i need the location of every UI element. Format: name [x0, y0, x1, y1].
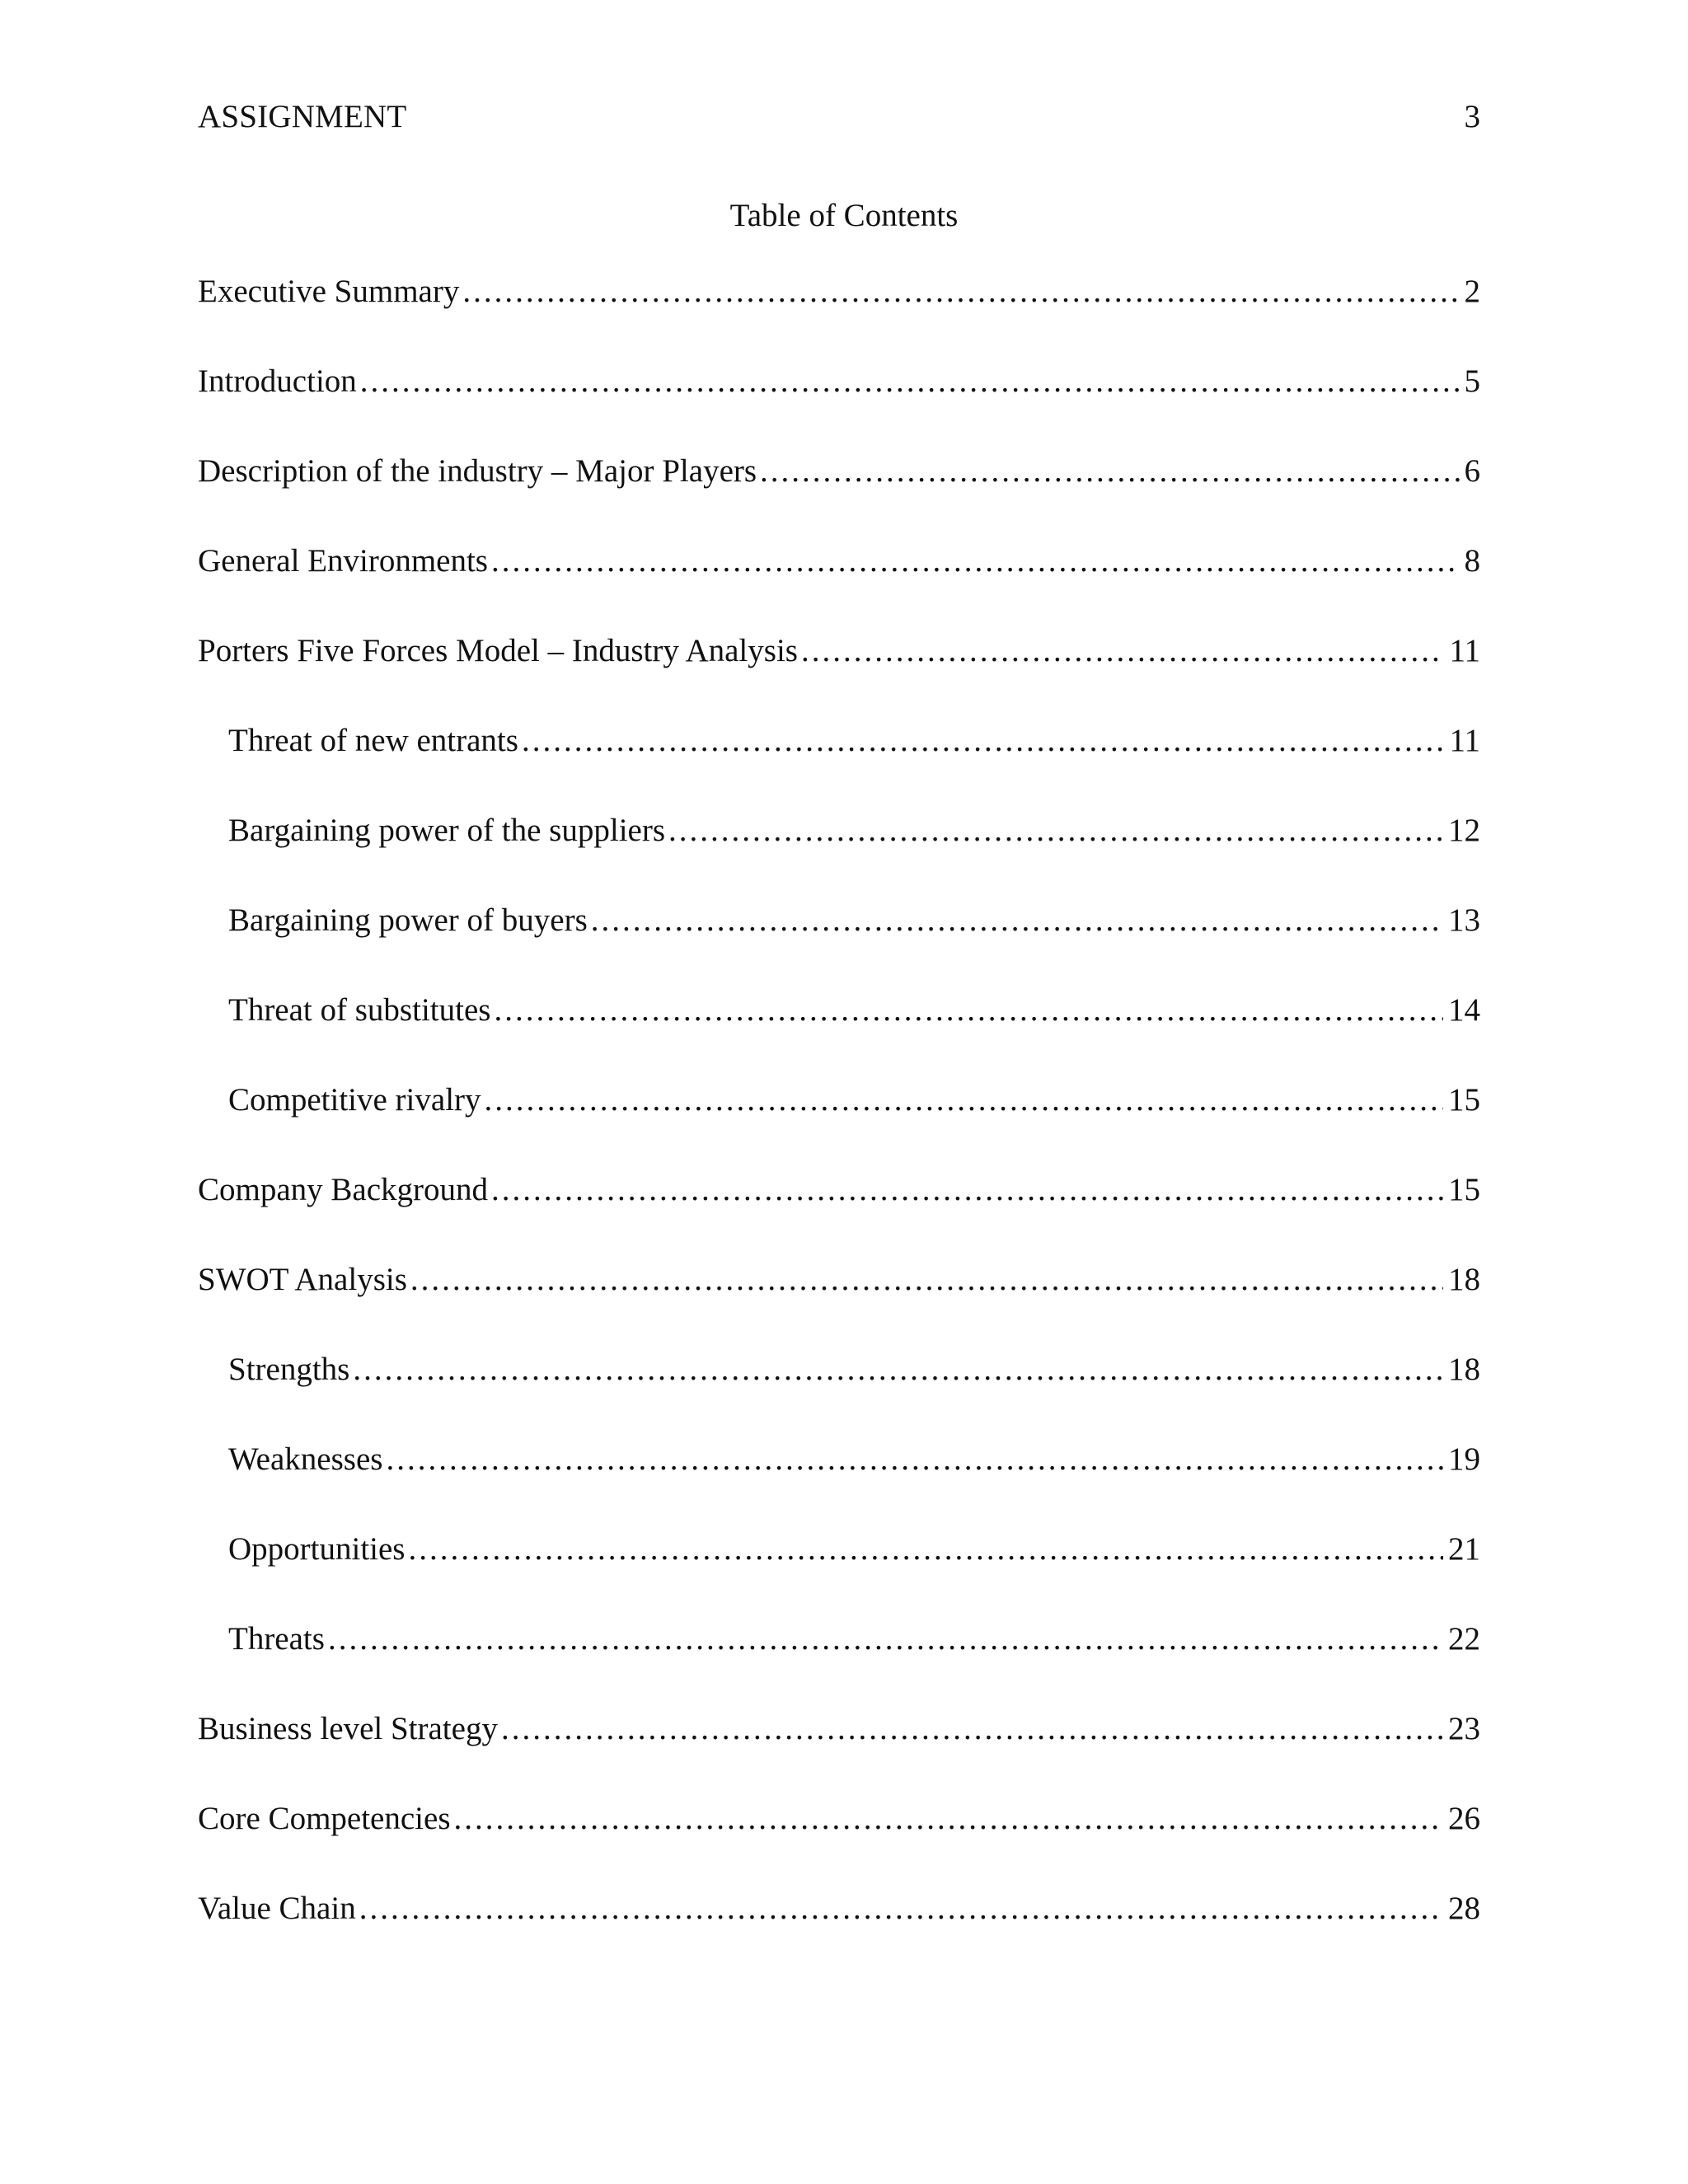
- toc-entry-title[interactable]: Strengths: [228, 1352, 350, 1387]
- toc-entry-title[interactable]: Porters Five Forces Model – Industry Analysis: [198, 633, 798, 668]
- toc-entry-page[interactable]: 19: [1448, 1441, 1480, 1477]
- dot-leader: [454, 1799, 1444, 1839]
- toc-subentry[interactable]: [198, 1530, 1480, 1619]
- toc-entry-title[interactable]: Company Background: [198, 1172, 489, 1207]
- toc-entry[interactable]: [198, 1709, 1480, 1799]
- toc-entry-page[interactable]: 5: [1464, 363, 1480, 399]
- toc-entry[interactable]: [198, 631, 1480, 721]
- toc-subentry[interactable]: [198, 1080, 1480, 1170]
- toc-entry[interactable]: [198, 1889, 1480, 1979]
- toc-entry-page[interactable]: 6: [1464, 453, 1480, 489]
- toc-entry[interactable]: [198, 272, 1480, 362]
- toc-entry-title[interactable]: Business level Strategy: [198, 1711, 498, 1746]
- toc-entry-title[interactable]: SWOT Analysis: [198, 1262, 407, 1297]
- dot-leader: [359, 1889, 1443, 1929]
- toc-entry-page[interactable]: 15: [1448, 1082, 1480, 1118]
- toc-entry-page[interactable]: 21: [1448, 1531, 1480, 1567]
- toc-entry-title[interactable]: Introduction: [198, 363, 357, 399]
- dot-leader: [760, 452, 1459, 491]
- toc-entry[interactable]: [198, 362, 1480, 452]
- toc-entry-title[interactable]: Threat of new entrants: [228, 723, 518, 758]
- dot-leader: [353, 1350, 1443, 1390]
- toc-entry[interactable]: [198, 1260, 1480, 1350]
- toc-subentry[interactable]: [198, 811, 1480, 901]
- dot-leader: [668, 811, 1443, 851]
- dot-leader: [410, 1260, 1443, 1300]
- toc-entry-title[interactable]: Opportunities: [228, 1531, 406, 1567]
- toc-entry-page[interactable]: 11: [1449, 633, 1480, 668]
- toc-subentry[interactable]: [198, 1440, 1480, 1530]
- toc-title: Table of Contents: [729, 198, 959, 233]
- page-number: 3: [1464, 99, 1480, 134]
- toc-entry-page[interactable]: 11: [1449, 723, 1480, 758]
- toc-entry-page[interactable]: 28: [1448, 1891, 1480, 1926]
- dot-leader: [485, 1080, 1443, 1120]
- toc-entry-page[interactable]: 15: [1448, 1172, 1480, 1207]
- toc-subentry[interactable]: [198, 1619, 1480, 1709]
- toc-subentry[interactable]: [198, 991, 1480, 1080]
- toc-entry[interactable]: [198, 1799, 1480, 1889]
- toc-subentry[interactable]: [198, 1350, 1480, 1440]
- toc-entry[interactable]: [198, 452, 1480, 541]
- toc-entry-title[interactable]: Weaknesses: [228, 1441, 383, 1477]
- toc-entry-page[interactable]: 12: [1448, 813, 1480, 848]
- toc-entry-page[interactable]: 23: [1448, 1711, 1480, 1746]
- toc-entry-page[interactable]: 18: [1448, 1262, 1480, 1297]
- toc-entry-page[interactable]: 22: [1448, 1621, 1480, 1657]
- toc-entry-page[interactable]: 13: [1448, 902, 1480, 938]
- toc-subentry[interactable]: [198, 901, 1480, 991]
- toc-entry-page[interactable]: 26: [1448, 1801, 1480, 1836]
- toc-entry-page[interactable]: 14: [1448, 992, 1480, 1028]
- toc-entry-title[interactable]: Value Chain: [198, 1891, 356, 1926]
- dot-leader: [360, 362, 1460, 401]
- toc-entry-page[interactable]: 8: [1464, 543, 1480, 579]
- toc-entry-title[interactable]: Threat of substitutes: [228, 992, 491, 1028]
- toc-entry-title[interactable]: Bargaining power of the suppliers: [228, 813, 666, 848]
- toc-entry-page[interactable]: 2: [1464, 274, 1480, 309]
- toc-entry-page[interactable]: 18: [1448, 1352, 1480, 1387]
- toc-entry-title[interactable]: Threats: [228, 1621, 325, 1657]
- dot-leader: [591, 901, 1443, 940]
- dot-leader: [501, 1709, 1443, 1749]
- toc-entry-title[interactable]: Bargaining power of buyers: [228, 902, 588, 938]
- dot-leader: [801, 631, 1444, 671]
- table-of-contents: [198, 272, 1480, 1979]
- toc-entry[interactable]: [198, 541, 1480, 631]
- toc-entry-title[interactable]: General Environments: [198, 543, 488, 579]
- toc-entry[interactable]: [198, 1170, 1480, 1260]
- toc-entry-title[interactable]: Description of the industry – Major Players: [198, 453, 757, 489]
- running-head: ASSIGNMENT: [198, 99, 407, 134]
- dot-leader: [386, 1440, 1443, 1479]
- dot-leader: [491, 1170, 1443, 1210]
- dot-leader: [494, 991, 1443, 1030]
- dot-leader: [328, 1619, 1443, 1659]
- dot-leader: [462, 272, 1459, 312]
- toc-entry-title[interactable]: Core Competencies: [198, 1801, 451, 1836]
- dot-leader: [408, 1530, 1443, 1569]
- toc-entry-title[interactable]: Competitive rivalry: [228, 1082, 481, 1118]
- dot-leader: [491, 541, 1460, 581]
- toc-entry-title[interactable]: Executive Summary: [198, 274, 460, 309]
- toc-subentry[interactable]: [198, 721, 1480, 811]
- dot-leader: [522, 721, 1445, 761]
